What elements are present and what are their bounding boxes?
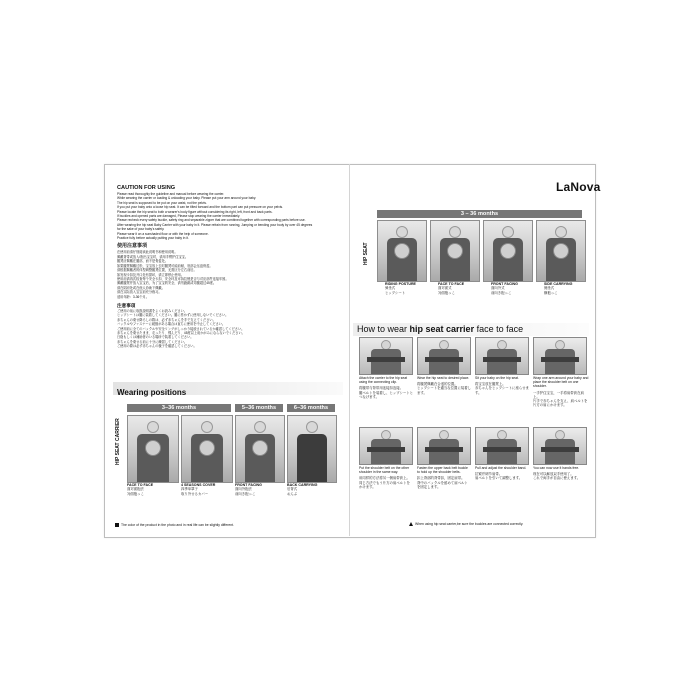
- step-6-caption: [417, 466, 471, 489]
- hip-position-jp: ヒップシート: [385, 290, 406, 295]
- caution-line: If you put your baby onto a loose hip seat. It can be tilted forward and the bottom part can put pressure on your pelvis.: [117, 205, 284, 210]
- caution-line: Please read thoroughly the guideline and manual before wearing the carrier.: [117, 192, 225, 196]
- wearing-positions-header: [113, 382, 343, 395]
- jp-caution-line: 赤ちゃんを乗せる前に十分に練習してください。: [117, 339, 188, 344]
- jp-caution-line: ご使用の前に取扱説明書をよくお読みください。: [117, 308, 188, 313]
- step-4-caption: [533, 376, 589, 407]
- hip-position-en: FRONT FACING: [491, 282, 518, 286]
- hip-seat-carrier-label: HIP SEAT CARRIER: [115, 418, 121, 465]
- jp-caution-line: 赤ちゃんの乗せ降ろしの際は、必ず赤ちゃんを手で支えてください。: [117, 317, 216, 322]
- step-7-image: [475, 427, 529, 465]
- howto-title-bold: hip seat carrier: [409, 324, 475, 334]
- right-footnote: [409, 522, 523, 526]
- cn-caution-line: 如果腰凳佩戴过松，宝宝放上去时腰凳可能前倾，底部会压迫骨盆。: [117, 263, 213, 268]
- caution-section: [117, 185, 342, 349]
- step-jp: 背中のバックルを留めて肩ベルトを固定します。: [417, 480, 468, 489]
- position-cn: 四季单罩子: [181, 487, 198, 492]
- caution-line: If buckles and opened parts are damaged, Please stop wearing the carrier immediately.: [117, 214, 241, 219]
- step-en: Wrap one arm around your baby and place the shoulder belt on one shoulder.: [533, 376, 589, 389]
- face-to-face-photo: [127, 415, 179, 483]
- position-jp: 前向き抱っこ: [235, 491, 256, 496]
- cn-caution-line: 请在阴凉处或在他人协助下佩戴。: [117, 285, 165, 290]
- position-caption-front-facing: [235, 483, 285, 496]
- caution-line: While wearing the carrier or loading & unloading your baby. Please put your arm around your baby.: [117, 196, 257, 201]
- step-jp: これで両手が自由に使えます。: [533, 476, 581, 481]
- hip-position-en: FACE TO FACE: [438, 282, 465, 286]
- howto-title: [357, 324, 523, 335]
- step-cn: 将腰带与背带用连接扣连接。: [359, 386, 404, 391]
- jp-caution-title: 注意事項: [117, 302, 136, 308]
- jp-caution-line: ご使用前に全てのバックルや安全リングがしっかり接続されているか確認してください。: [117, 326, 245, 331]
- step-cn: 将宝宝放在腰凳上。: [475, 382, 506, 387]
- hip-position-jp: 横抱っこ: [544, 290, 558, 295]
- step-jp: 腰ベルトを装着し、ヒップシートとつなげます。: [359, 390, 414, 399]
- left-page: [105, 165, 350, 537]
- cn-caution-line: 请根据佩戴者的体型调整腰凳位置，无需区分左右前后。: [117, 268, 197, 273]
- step-6-image: [417, 427, 471, 465]
- step-en: Sit your baby on the hip seat.: [475, 376, 519, 380]
- manual-sheet: [104, 164, 601, 538]
- step-cn: 拉紧并调节肩带。: [475, 472, 503, 477]
- step-3-caption: [475, 376, 529, 395]
- step-jp: 肩ベルトを引いて調整します。: [475, 476, 523, 481]
- front-facing-photo: [235, 415, 285, 483]
- cn-caution-line: 佩戴背带或放入/抱出宝宝时，请用手臂护住宝宝。: [117, 254, 189, 259]
- step-cn: 现在可以解放双手使用了。: [533, 472, 574, 477]
- age-range-5-36: 5–36 months: [235, 404, 283, 412]
- step-jp: 赤ちゃんをヒップシートに座らせます。: [475, 386, 529, 395]
- position-caption-four-seasons: [181, 483, 233, 496]
- left-footnote-text: The color of the product in the photo and in real life can be slightly different.: [121, 523, 235, 527]
- step-cn: 一手护住宝宝，一手将肩带套在肩上。: [533, 390, 584, 399]
- caution-line: The hip seat is supposed to be put on your waist, not the pelvis.: [117, 200, 207, 205]
- position-cn: 面对面抱法: [127, 487, 144, 492]
- position-jp: おんぶ: [287, 491, 298, 496]
- hip-position-cn: 骑坐式: [385, 286, 396, 291]
- step-2-caption: [417, 376, 471, 395]
- position-cn: 面向外抱法: [235, 487, 252, 492]
- step-en: Fasten the upper back belt buckle to hold up the shoulder belts.: [417, 466, 468, 475]
- hip-seat-age-range: 3 – 36 months: [377, 210, 582, 218]
- age-range-6-36: 6–36 months: [287, 404, 335, 412]
- hip-position-cn: 侧坐式: [544, 286, 555, 291]
- step-en: Attach the carrier to the hip seat using the connecting clip.: [359, 376, 408, 385]
- age-range-3-36: 3–36 months: [127, 404, 231, 412]
- jp-caution-line: 赤ちゃんを乗せたまま、走ったり、飛んだり、45度以上前かがみにならないでください。: [117, 330, 245, 335]
- jp-caution-lines: [117, 309, 342, 349]
- step-2-image: [417, 337, 471, 375]
- face-to-face-hip-photo: [430, 220, 480, 282]
- right-page: [351, 165, 601, 537]
- back-carrying-photo: [287, 415, 337, 483]
- cn-caution-line: 使用前请再次检查每个安全卡扣、安全环及可拆拉链是否与对应部件连接牢固。: [117, 276, 229, 281]
- hip-caption-side-carrying: [544, 282, 589, 295]
- cn-caution-line: 请在实际放入宝宝前充分练习。: [117, 290, 162, 295]
- position-caption-back-carrying: [287, 483, 337, 496]
- jp-caution-line: 日陰もしくは補助者のいる場所で装着してください。: [117, 335, 194, 340]
- step-1-image: [359, 337, 413, 375]
- caution-line: Please wear it on a sunshaded floor or with the help of someone.: [117, 231, 209, 236]
- caution-line: After wearing the hip seat Baby Carrier with your baby in it. Please refrain from running, Jumping or bending your body by over 45 degrees: [117, 222, 313, 227]
- caution-line: for the sake of your baby's safety.: [117, 227, 165, 232]
- hip-caption-riding: [385, 282, 430, 295]
- hip-caption-front-facing: [491, 282, 536, 295]
- square-bullet-icon: [115, 523, 119, 527]
- cn-caution-line: 佩戴腰凳并放入宝宝后，为了宝宝的安全，请勿跑跳或弯腰超过45度。: [117, 281, 217, 286]
- step-8-caption: [533, 466, 589, 481]
- step-jp: ヒップシートを適当な位置に装着します。: [417, 386, 472, 395]
- wearing-positions-title: Wearing positions: [117, 388, 187, 397]
- hip-position-jp: 前向き抱っこ: [491, 290, 512, 295]
- position-jp: 取り外せるカバー: [181, 491, 209, 496]
- side-carrying-photo: [536, 220, 586, 282]
- step-en: Wear the hip seat to desired place.: [417, 376, 470, 380]
- hip-caption-face-to-face: [438, 282, 483, 295]
- brand-logo: LaNova: [556, 180, 601, 194]
- step-cn: 扣上背部的背带扣，固定肩带。: [417, 476, 465, 481]
- step-cn: 用同样的方法将另一侧肩带套上。: [359, 476, 410, 481]
- caution-lines: [117, 192, 342, 240]
- step-en: You can now use it hands free.: [533, 466, 580, 470]
- step-5-caption: [359, 466, 413, 489]
- step-cn: 将腰凳佩戴在合适的位置。: [417, 382, 458, 387]
- step-7-caption: [475, 466, 529, 481]
- position-en: FRONT FACING: [235, 483, 262, 487]
- position-en: 4 SEASONS COVER: [181, 483, 216, 487]
- cn-caution-lines: [117, 250, 342, 298]
- hip-seat-vertical-label: HIP SEAT: [363, 242, 369, 265]
- jp-caution-line: ヒップシートは腰に装着してください。腰に巻かずに使用しないでください。: [117, 313, 229, 318]
- caution-line: Please locate the hip seat to both a wearer's body figure without considering its right, left, front and back parts.: [117, 209, 273, 214]
- caution-title: CAUTION FOR USING: [117, 185, 176, 191]
- jp-caution-line: バックルやファスナーに破損がある場合は直ちに使用を中止してください。: [117, 322, 226, 327]
- position-jp: 対面抱っこ: [127, 491, 144, 496]
- caution-line: Please recheck every safety buckle, safety ring and separable zipper that are combined together with corresponding parts before use.: [117, 218, 306, 223]
- hip-position-jp: 対面抱っこ: [438, 290, 455, 295]
- cn-caution-line: 如发现卡扣及开口处有损坏，请立即停止使用。: [117, 272, 184, 277]
- left-footnote: [115, 523, 234, 527]
- step-1-caption: [359, 376, 413, 399]
- hip-position-en: RIDING POSTURE: [385, 282, 416, 286]
- page-fold: [349, 164, 350, 536]
- step-8-image: [533, 427, 587, 465]
- step-3-image: [475, 337, 529, 375]
- jp-caution-line: ご使用の際は必ず赤ちゃんの様子を確認してください。: [117, 344, 197, 349]
- four-seasons-cover-photo: [181, 415, 233, 483]
- step-5-image: [359, 427, 413, 465]
- howto-title-suffix: face to face: [474, 324, 524, 334]
- position-caption-face-to-face: [127, 483, 179, 496]
- position-en: FACE TO FACE: [127, 483, 154, 487]
- position-en: BACK CARRYING: [287, 483, 318, 487]
- cn-caution-title: 使用注意事项: [117, 243, 148, 250]
- cn-caution-line: 在使用前请仔细阅读此说明书和使用说明。: [117, 250, 178, 255]
- howto-title-prefix: How to wear: [357, 324, 410, 334]
- step-jp: 片手で赤ちゃんを支え、肩ベルトを片方の肩にかけます。: [533, 399, 588, 408]
- hip-position-cn: 面向外式: [491, 286, 505, 291]
- warning-triangle-icon: [409, 522, 413, 526]
- hip-position-cn: 面对面式: [438, 286, 452, 291]
- step-en: Put the shoulder belt on the other shoulder in the same way.: [359, 466, 410, 475]
- cn-caution-line: 腰凳应佩戴在腰部，而不是骨盆处。: [117, 259, 168, 264]
- cn-caution-line: 适用年龄：3-36个月。: [117, 294, 149, 299]
- hip-position-en: SIDE CARRYING: [544, 282, 573, 286]
- step-en: Pull and adjust the shoulder band.: [475, 466, 527, 470]
- right-footnote-text: When using hip seat carrier,be sure the buckles are connected correctly.: [415, 522, 524, 526]
- front-facing-hip-photo: [483, 220, 533, 282]
- riding-posture-photo: [377, 220, 427, 282]
- caution-line: Practice fully before actually putting your baby in it.: [117, 236, 189, 241]
- step-4-image: [533, 337, 587, 375]
- step-jp: 同じ方法でもう片方の肩ベルトをかけます。: [359, 480, 410, 489]
- position-cn: 后背式: [287, 487, 298, 492]
